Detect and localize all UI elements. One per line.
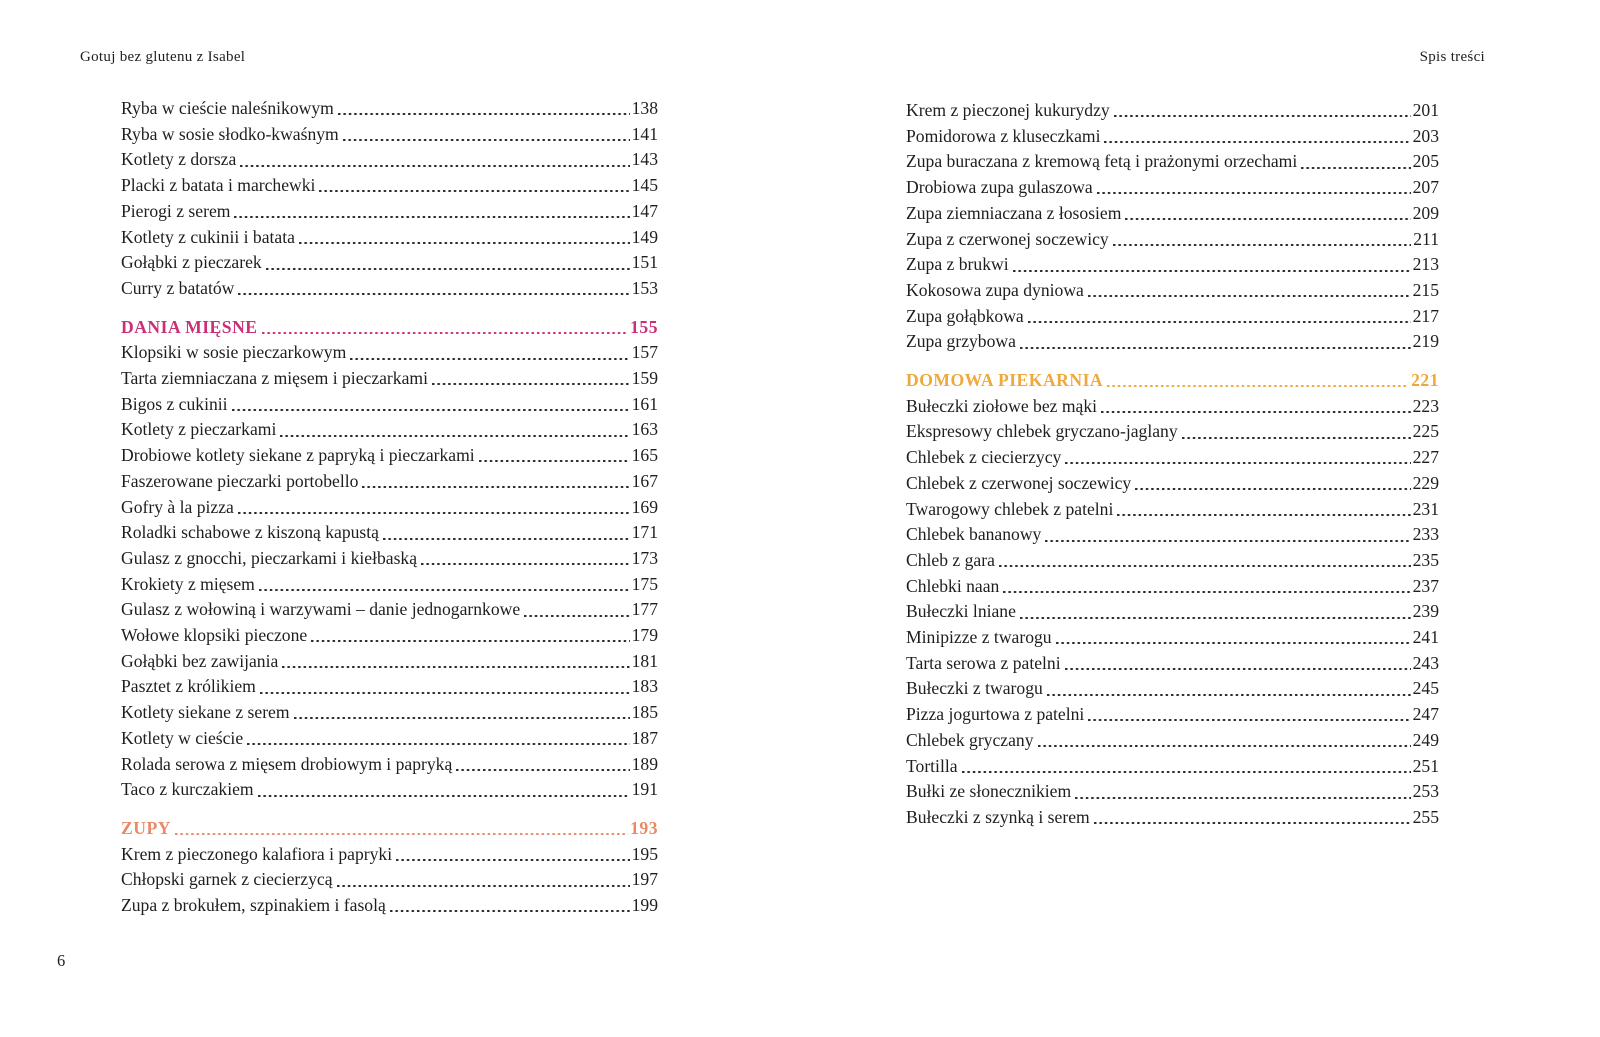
section-title: DANIA MIĘSNE [121,316,258,337]
entry-title: Roladki schabowe z kiszoną kapustą [121,522,379,543]
leader-dots [1114,98,1411,124]
toc-entry [121,392,658,418]
leader-dots [1182,419,1411,445]
leader-dots [1301,149,1410,175]
toc-entry [121,417,658,443]
entry-title: Tortilla [906,755,958,776]
entry-page-number: 223 [1412,395,1439,416]
entry-page-number: 243 [1412,652,1439,673]
entry-page-number: 229 [1412,472,1439,493]
entry-title: Kotlety z pieczarkami [121,419,277,440]
entry-page-number: 145 [631,175,658,196]
leader-dots [962,754,1411,780]
entry-page-number: 161 [631,393,658,414]
entry-title: Chlebki naan [906,575,1000,596]
entry-title: Krem z pieczonego kalafiora i papryki [121,843,393,864]
entry-title: Zupa ziemniaczana z łososiem [906,202,1122,223]
entry-title: Chlebek z ciecierzycy [906,447,1062,468]
entry-page-number: 149 [631,226,658,247]
toc-column-right [906,98,1439,831]
leader-dots [337,867,630,893]
entry-page-number: 159 [631,368,658,389]
running-head-page-heading: Spis treści [1419,49,1485,65]
entry-page-number: 179 [631,625,658,646]
leader-dots [1094,805,1411,831]
entry-page-number: 245 [1412,678,1439,699]
toc-entry [121,572,658,598]
leader-dots [260,674,630,700]
leader-dots [1047,676,1411,702]
toc-entry [906,754,1439,780]
leader-dots [259,572,630,598]
entry-title: Chłopski garnek z ciecierzycą [121,869,333,890]
leader-dots [175,816,628,842]
leader-dots [456,752,629,778]
entry-title: Curry z batatów [121,277,235,298]
leader-dots [362,469,629,495]
entry-page-number: 253 [1412,781,1439,802]
leader-dots [1075,779,1410,805]
entry-title: Bułki ze słonecznikiem [906,781,1072,802]
leader-dots [1020,329,1411,355]
entry-title: Chleb z gara [906,549,995,570]
entry-page-number: 183 [631,676,658,697]
section-title: ZUPY [121,817,171,838]
leader-dots [524,597,629,623]
toc-entry [906,124,1439,150]
leader-dots [1104,124,1410,150]
toc-entry [121,546,658,572]
toc-entry [906,471,1439,497]
entry-title: Gołąbki z pieczarek [121,252,262,273]
leader-dots [479,443,630,469]
toc-entry [121,623,658,649]
leader-dots [234,199,629,225]
toc-entry [906,676,1439,702]
toc-entry [121,726,658,752]
entry-title: Wołowe klopsiki pieczone [121,625,308,646]
entry-page-number: 201 [1412,100,1439,120]
entry-page-number: 209 [1412,202,1439,223]
entry-page-number: 151 [631,252,658,273]
leader-dots [338,96,630,122]
entry-title: Kotlety siekane z serem [121,702,290,723]
entry-page-number: 173 [631,547,658,568]
leader-dots [1038,728,1411,754]
entry-title: Faszerowane pieczarki portobello [121,470,359,491]
leader-dots [343,122,630,148]
entry-title: Kotlety z cukinii i batata [121,226,295,247]
entry-title: Bigos z cukinii [121,393,228,414]
leader-dots [1097,175,1411,201]
entry-page-number: 185 [631,702,658,723]
entry-title: Ekspresowy chlebek gryczano-jaglany [906,421,1178,442]
entry-title: Zupa z czerwonej soczewicy [906,228,1109,249]
entry-title: Taco z kurczakiem [121,779,254,800]
leader-dots [294,700,630,726]
leader-dots [1065,445,1410,471]
toc-entry [906,445,1439,471]
folio-page-number: 6 [57,951,66,970]
leader-dots [1020,599,1411,625]
leader-dots [390,893,630,919]
entry-title: Zupa z brokułem, szpinakiem i fasolą [121,895,386,916]
toc-entry [121,649,658,675]
entry-page-number: 217 [1412,305,1439,326]
leader-dots [350,340,629,366]
toc-entry [906,574,1439,600]
toc-entry [906,419,1439,445]
toc-entry [906,497,1439,523]
leader-dots [1045,522,1410,548]
leader-dots [238,276,629,302]
entry-title: Tarta serowa z patelni [906,652,1061,673]
entry-title: Gofry à la pizza [121,496,234,517]
entry-title: Klopsiki w sosie pieczarkowym [121,342,347,363]
entry-title: Krem z pieczonej kukurydzy [906,100,1110,120]
toc-entry [121,366,658,392]
toc-entry [121,674,658,700]
entry-title: Kotlety z dorsza [121,149,237,170]
toc-section-header [121,816,658,842]
entry-page-number: 143 [631,149,658,170]
entry-page-number: 175 [631,573,658,594]
entry-page-number: 215 [1412,279,1439,300]
entry-title: Ryba w sosie słodko-kwaśnym [121,123,339,144]
running-head-book-title: Gotuj bez glutenu z Isabel [80,49,246,65]
entry-page-number: 163 [631,419,658,440]
entry-page-number: 195 [631,843,658,864]
leader-dots [421,546,630,572]
toc-entry [906,149,1439,175]
entry-page-number: 187 [631,727,658,748]
toc-entry [121,867,658,893]
toc-entry [121,752,658,778]
toc-entry [906,805,1439,831]
entry-page-number: 181 [631,650,658,671]
toc-entry [121,96,658,122]
entry-page-number: 197 [631,869,658,890]
leader-dots [383,520,630,546]
entry-page-number: 153 [631,277,658,298]
toc-entry [906,98,1439,124]
leader-dots [1028,304,1411,330]
entry-page-number: 235 [1412,549,1439,570]
entry-page-number: 165 [631,445,658,466]
toc-entry [121,520,658,546]
entry-page-number: 225 [1412,421,1439,442]
leader-dots [238,495,630,521]
entry-title: Gulasz z gnocchi, pieczarkami i kiełbaską [121,547,418,568]
leader-dots [396,842,629,868]
entry-page-number: 237 [1412,575,1439,596]
entry-page-number: 219 [1412,331,1439,352]
toc-entry [906,304,1439,330]
leader-dots [266,250,630,276]
entry-page-number: 157 [631,342,658,363]
section-page-number: 155 [630,316,658,337]
entry-page-number: 233 [1412,524,1439,545]
leader-dots [432,366,630,392]
toc-section-header [121,315,658,341]
entry-title: Gulasz z wołowiną i warzywami – danie jednogarnkowe [121,599,521,620]
entry-title: Kotlety w cieście [121,727,244,748]
leader-dots [282,649,629,675]
leader-dots [1088,702,1410,728]
entry-title: Minipizze z twarogu [906,627,1052,648]
toc-entry [121,147,658,173]
toc-entry [121,597,658,623]
toc-entry [906,548,1439,574]
toc-section-header [906,368,1439,394]
entry-page-number: 169 [631,496,658,517]
entry-page-number: 203 [1412,125,1439,146]
leader-dots [232,392,630,418]
toc-entry [906,201,1439,227]
toc-entry [906,252,1439,278]
entry-page-number: 249 [1412,729,1439,750]
entry-title: Zupa buraczana z kremową fetą i prażonymi orzechami [906,151,1298,172]
entry-title: Krokiety z mięsem [121,573,255,594]
leader-dots [1065,651,1411,677]
toc-entry [121,443,658,469]
leader-dots [319,173,629,199]
leader-dots [999,548,1411,574]
leader-dots [1088,278,1411,304]
toc-entry [906,651,1439,677]
entry-title: Zupa z brukwi [906,254,1009,275]
entry-page-number: 191 [631,779,658,800]
entry-title: Zupa gołąbkowa [906,305,1024,326]
leader-dots [1013,252,1411,278]
leader-dots [1107,368,1409,394]
toc-entry [121,122,658,148]
entry-page-number: 189 [631,753,658,774]
entry-title: Ryba w cieście naleśnikowym [121,98,334,118]
toc-entry [121,893,658,919]
entry-title: Drobiowa zupa gulaszowa [906,177,1093,198]
section-page-number: 193 [630,817,658,838]
entry-page-number: 247 [1412,704,1439,725]
toc-entry [906,175,1439,201]
leader-dots [1113,227,1412,253]
toc-entry [121,842,658,868]
leader-dots [1135,471,1410,497]
entry-page-number: 251 [1412,755,1439,776]
toc-entry [906,779,1439,805]
entry-title: Bułeczki z szynką i serem [906,806,1090,827]
toc-entry [121,469,658,495]
entry-title: Rolada serowa z mięsem drobiowym i papryką [121,753,453,774]
leader-dots [258,777,630,803]
entry-page-number: 171 [631,522,658,543]
leader-dots [240,147,629,173]
entry-title: Chlebek gryczany [906,729,1034,750]
toc-entry [121,276,658,302]
leader-dots [1117,497,1410,523]
entry-title: Pasztet z królikiem [121,676,256,697]
entry-title: Drobiowe kotlety siekane z papryką i pieczarkami [121,445,475,466]
leader-dots [299,225,630,251]
toc-entry [906,394,1439,420]
leader-dots [262,315,629,341]
toc-entry [906,227,1439,253]
entry-title: Bułeczki ziołowe bez mąki [906,395,1098,416]
leader-dots [311,623,629,649]
toc-entry [121,173,658,199]
section-page-number: 221 [1411,370,1439,391]
entry-page-number: 211 [1413,228,1439,249]
entry-title: Placki z batata i marchewki [121,175,316,196]
entry-page-number: 199 [631,895,658,916]
toc-entry [121,250,658,276]
entry-page-number: 255 [1412,806,1439,827]
toc-entry [906,625,1439,651]
toc-entry [906,278,1439,304]
toc-entry [906,702,1439,728]
toc-entry [121,199,658,225]
entry-page-number: 213 [1412,254,1439,275]
entry-title: Pizza jogurtowa z patelni [906,704,1085,725]
leader-dots [1125,201,1410,227]
leader-dots [1003,574,1410,600]
entry-title: Tarta ziemniaczana z mięsem i pieczarkami [121,368,428,389]
toc-entry [121,777,658,803]
entry-title: Pierogi z serem [121,200,231,221]
toc-entry [906,522,1439,548]
toc-entry [121,700,658,726]
entry-title: Twarogowy chlebek z patelni [906,498,1114,519]
section-title: DOMOWA PIEKARNIA [906,370,1104,391]
entry-page-number: 227 [1412,447,1439,468]
toc-entry [906,599,1439,625]
leader-dots [1056,625,1411,651]
entry-page-number: 205 [1412,151,1439,172]
entry-page-number: 167 [631,470,658,491]
entry-page-number: 147 [631,200,658,221]
entry-page-number: 231 [1412,498,1439,519]
entry-title: Gołąbki bez zawijania [121,650,279,671]
toc-entry [121,340,658,366]
entry-page-number: 241 [1412,627,1439,648]
entry-title: Pomidorowa z kluseczkami [906,125,1101,146]
entry-page-number: 141 [631,123,658,144]
entry-page-number: 239 [1412,601,1439,622]
leader-dots [280,417,629,443]
toc-column-left [121,96,658,919]
entry-title: Chlebek bananowy [906,524,1042,545]
entry-page-number: 207 [1412,177,1439,198]
entry-page-number: 177 [631,599,658,620]
entry-title: Bułeczki z twarogu [906,678,1043,699]
entry-page-number: 138 [631,98,658,118]
toc-entry [121,495,658,521]
leader-dots [1101,394,1411,420]
entry-title: Bułeczki lniane [906,601,1016,622]
entry-title: Zupa grzybowa [906,331,1016,352]
toc-entry [121,225,658,251]
toc-entry [906,329,1439,355]
toc-entry [906,728,1439,754]
leader-dots [247,726,629,752]
entry-title: Chlebek z czerwonej soczewicy [906,472,1132,493]
entry-title: Kokosowa zupa dyniowa [906,279,1084,300]
